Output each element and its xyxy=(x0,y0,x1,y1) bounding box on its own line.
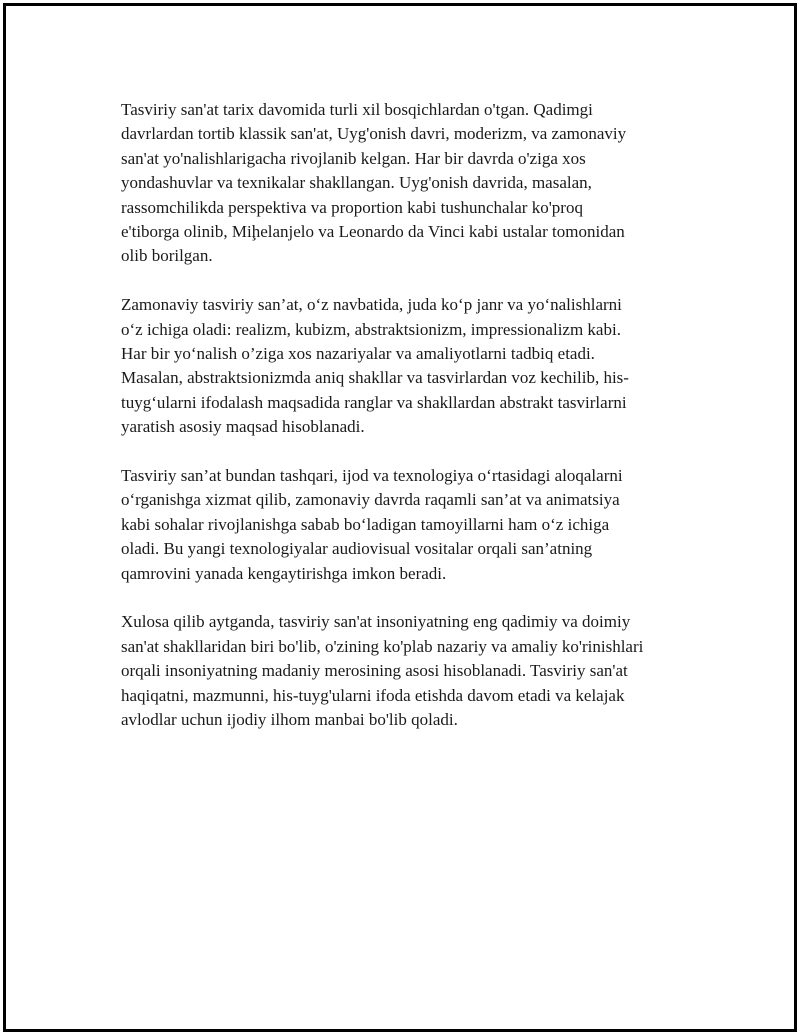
paragraph-line: Tasviriy san'at tarix davomida turli xil bosqichlardan o'tgan. Qadimgi xyxy=(121,100,593,119)
paragraph-1 xyxy=(121,98,681,269)
paragraph-line: orqali insoniyatning madaniy merosining asosi hisoblanadi. Tasviriy san'at xyxy=(121,661,628,681)
document-body xyxy=(121,98,681,757)
paragraph-line: yaratish asosiy maqsad hisoblanadi. xyxy=(121,417,365,437)
paragraph-line: kabi sohalar rivojlanishga sabab bo‘ladigan tamoyillarni ham o‘z ichiga xyxy=(121,514,610,534)
paragraph-line: rassomchilikda perspektiva va proportion kabi tushunchalar ko'proq xyxy=(121,197,583,217)
paragraph-line: avlodlar uchun ijodiy ilhom manbai bo'lib qoladi. xyxy=(121,710,458,730)
paragraph-line: san'at shakllaridan biri bo'lib, o'zining ko'plab nazariy va amaliy ko'rinishlari xyxy=(121,636,644,656)
paragraph-line: san'at yo'nalishlarigacha rivojlanib kelgan. Har bir davrda o'ziga xos xyxy=(121,148,586,168)
paragraph-line: tuyg‘ularni ifodalash maqsadida ranglar va shakllardan abstrakt tasvirlarni xyxy=(121,392,627,412)
paragraph-line: yondashuvlar va texnikalar shakllangan. Uyg'onish davrida, masalan, xyxy=(121,173,592,193)
paragraph-line: Har bir yo‘nalish o’ziga xos nazariyalar va amaliyotlarni tadbiq etadi. xyxy=(121,344,595,364)
paragraph-2 xyxy=(121,293,681,439)
paragraph-line: Tasviriy san’at bundan tashqari, ijod va texnologiya o‘rtasidagi aloqalarni xyxy=(121,466,623,486)
paragraph-line: o‘rganishga xizmat qilib, zamonaviy davrda raqamli san’at va animatsiya xyxy=(121,490,620,510)
paragraph-line: olib borilgan. xyxy=(121,246,213,266)
paragraph-line: oladi. Bu yangi texnologiyalar audiovisual vositalar orqali san’atning xyxy=(121,539,593,559)
paragraph-line: Xulosa qilib aytganda, tasviriy san'at insoniyatning eng qadimiy va doimiy xyxy=(121,612,631,632)
paragraph-3 xyxy=(121,464,681,586)
paragraph-line: Zamonaviy tasviriy san’at, o‘z navbatida, juda ko‘p janr va yo‘nalishlarni xyxy=(121,295,622,315)
page-frame xyxy=(3,3,797,1032)
paragraph-line: davrlardan tortib klassik san'at, Uyg'onish davri, moderizm, va zamonaviy xyxy=(121,124,627,144)
paragraph-line: e'tiborga olinib, Miḩelanjelo va Leonardo da Vinci kabi ustalar tomonidan xyxy=(121,222,625,242)
paragraph-line: o‘z ichiga oladi: realizm, kubizm, abstraktsionizm, impressionalizm kabi. xyxy=(121,319,621,339)
paragraph-line: qamrovini yanada kengaytirishga imkon beradi. xyxy=(121,563,447,583)
paragraph-line: Masalan, abstraktsionizmda aniq shakllar va tasvirlardan voz kechilib, his- xyxy=(121,368,629,388)
paragraph-4 xyxy=(121,610,681,732)
paragraph-line: haqiqatni, mazmunni, his-tuyg'ularni ifoda etishda davom etadi va kelajak xyxy=(121,685,625,705)
